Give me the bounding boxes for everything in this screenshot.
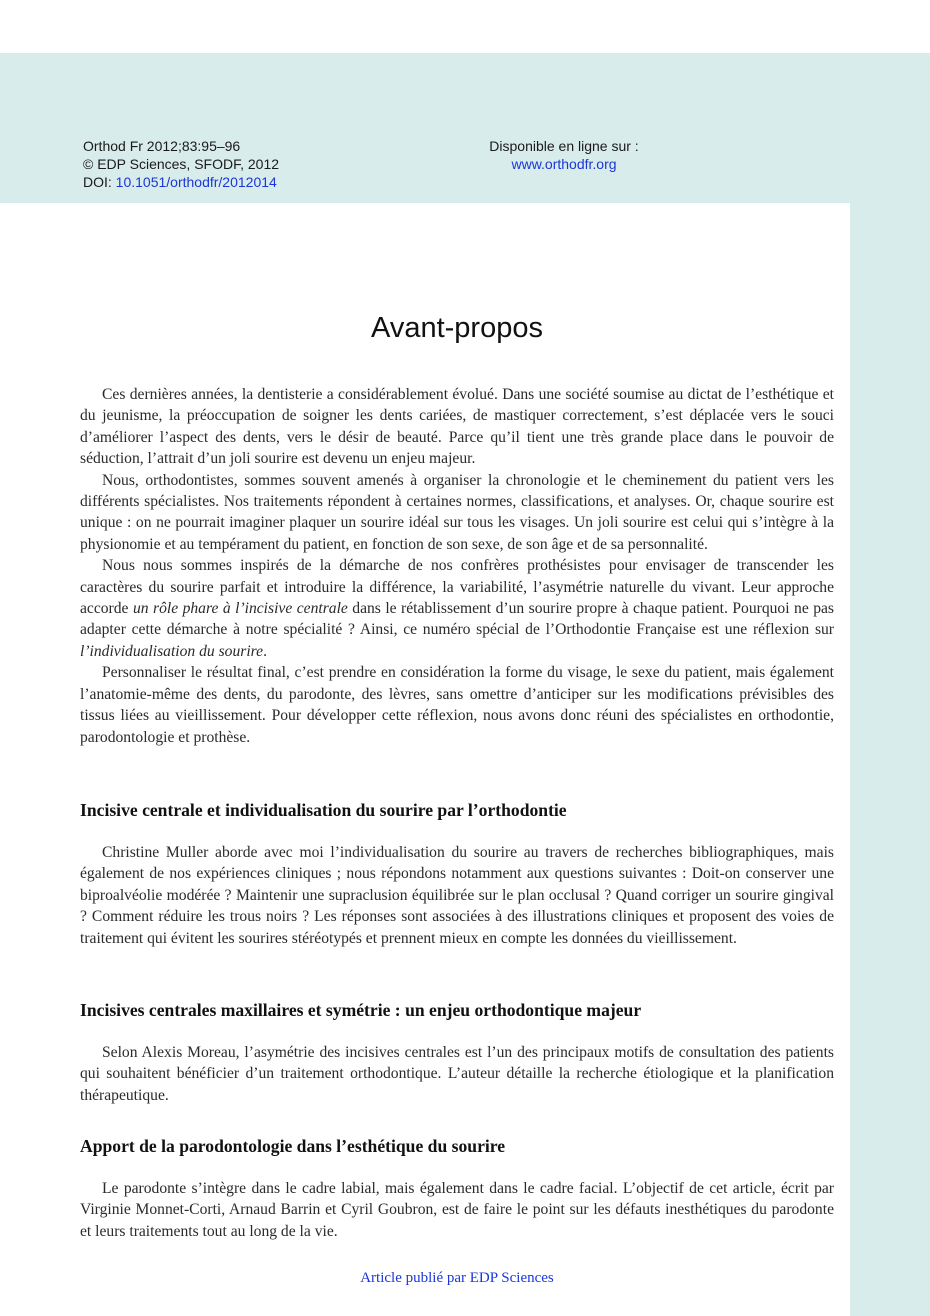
- publisher-footer-link[interactable]: Article publié par EDP Sciences: [360, 1270, 554, 1286]
- section-body-1: [80, 842, 834, 949]
- section-body-3: [80, 1178, 834, 1242]
- intro-paragraph-3: [80, 555, 834, 662]
- doi-link[interactable]: 10.1051/orthodfr/2012014: [115, 174, 277, 190]
- section-paragraph: Le parodonte s’intègre dans le cadre labial, mais également dans le cadre facial. L’objectif de cet article, écrit par Virginie Monnet-Corti, Arnaud Barrin et Cyril Goubron, est de faire le point sur les défauts inesthétiques du parodonte et leurs traitements tout au long de la vie.: [80, 1180, 834, 1240]
- emphasis-span: l’individualisation du sourire: [80, 642, 264, 660]
- section-paragraph: Christine Muller aborde avec moi l’individualisation du sourire au travers de recherches bibliographiques, mais également de nos expériences cliniques ; nous répondons notamment aux questions suivantes : Doit-on conserver une biproalvéolie modérée ? Maintenir une supraclusion équilibrée sur le plan occlusal ? Quand corriger un sourire gingival ? Comment réduire les trous noirs ? Les réponses sont associées à des illustrations cliniques et proposent des voies de traitement qui évitent les sourires stéréotypés et prennent mieux en compte les données du vieillissement.: [80, 844, 834, 947]
- section-heading-1: Incisive centrale et individualisation du sourire par l’orthodontie: [80, 800, 567, 820]
- availability-block: [484, 137, 644, 173]
- doi-line: [83, 173, 279, 191]
- intro-body: [80, 384, 834, 748]
- intro-paragraph-2: Nous, orthodontistes, sommes souvent amenés à organiser la chronologie et le cheminement du patient vers les différents spécialistes. Nos traitements répondent à certaines normes, classifications, et analyses. Or, chaque sourire est unique : on ne pourrait imaginer plaquer un sourire idéal sur tous les visages. Un joli sourire est celui qui s’intègre à la physionomie et au tempérament du patient, en fonction de son sexe, de son âge et de sa personnalité.: [80, 471, 834, 553]
- text-span: dans le rétablissement d’un sourire propre à chaque patient. Pourquoi ne pas adapter cette démarche à notre spécialité ? Ainsi, ce numéro spécial de l’Orthodontie Française est une réflexion sur: [80, 600, 834, 639]
- text-span: Nous nous sommes inspirés de la démarche de nos confrères prothésistes pour envisager de transcender les caractères du sourire parfait et introduire la différence, la variabilité, l’asymétrie naturelle du vivant. Leur approche accorde: [80, 557, 834, 618]
- citation-block: [83, 137, 279, 191]
- available-label: Disponible en ligne sur :: [489, 138, 639, 154]
- section-paragraph: Selon Alexis Moreau, l’asymétrie des incisives centrales est l’un des principaux motifs de consultation des patients qui souhaitent bénéficier d’un traitement orthodontique. L’auteur détaille la recherche étiologique et la planification thérapeutique.: [80, 1044, 834, 1104]
- copyright-line: © EDP Sciences, SFODF, 2012: [83, 156, 280, 172]
- intro-paragraph-1: Ces dernières années, la dentisterie a considérablement évolué. Dans une société soumise au dictat de l’esthétique et du jeunisme, la préoccupation de soigner les dents cariées, de mastiquer correctement, s’est déplacée vers le souci d’améliorer l’aspect des dents, vers le désir de beauté. Parce qu’il tient une très grande place dans le pouvoir de séduction, l’attrait d’un joli sourire est devenu un enjeu majeur.: [80, 386, 834, 468]
- side-band: [850, 53, 930, 1316]
- section-body-2: [80, 1042, 834, 1106]
- page-title: Avant-propos: [371, 312, 543, 344]
- text-span: .: [263, 642, 267, 660]
- section-heading-3: Apport de la parodontologie dans l’esthétique du sourire: [80, 1136, 506, 1156]
- section-heading-2: Incisives centrales maxillaires et symétrie : un enjeu orthodontique majeur: [80, 1000, 642, 1020]
- intro-paragraph-4: Personnaliser le résultat final, c’est prendre en considération la forme du visage, le sexe du patient, mais également l’anatomie-même des dents, du parodonte, des lèvres, sans omettre d’anticiper sur les modifications prévisibles des tissus liées au vieillissement. Pour développer cette réflexion, nous avons donc réuni des spécialistes en orthodontie, parodontologie et prothèse.: [80, 664, 834, 746]
- journal-reference: Orthod Fr 2012;83:95–96: [83, 138, 241, 154]
- doi-label: DOI:: [83, 174, 116, 190]
- emphasis-span: un rôle phare à l’incisive centrale: [132, 600, 348, 618]
- website-link[interactable]: www.orthodfr.org: [511, 156, 617, 172]
